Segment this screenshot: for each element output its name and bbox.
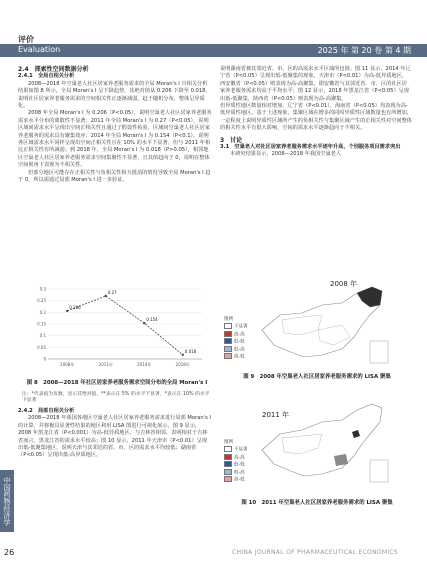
page-header [0,0,427,46]
data-label: 0.206 [69,304,81,310]
legend-swatch [224,331,232,337]
fig8-caption: 图 8 2008—2018 年社区居家养老服务需求空间分布的全局 Moran's I [26,380,208,386]
heading-2-4: 2.4 探索性空间数据分析 [18,66,89,73]
legend-label: 低-低 [234,339,245,345]
para-local-cont: 说明湖南省被其邻近省、市、区的高需求水平区域所包围；图 11 显示，2014 年辽宁省（P<0.05）呈现出低-低聚集的现象，天津市（P<0.01）为高-低异质地区，西安徽省（P<0.05）则表现为高-高聚集，即安徽省与其邻近省、市、区的社区居家养老服务需求均高于平均水平；图 12 显示，2018 年黑龙江省（P<0.05）呈现出低-低聚集，陕西省（P<0.05）则表现为高-高聚集。 [220,66,411,102]
fig10-caption: 图 10 2011 年空巢老人社区居家养老服务需求的 LISA 聚集 [241,500,393,506]
data-point [182,354,184,356]
legend-item [224,461,248,469]
legend-item [224,338,248,346]
x-tick-label: 2014年 [137,362,152,367]
legend-2008 [224,317,248,361]
legend-swatch [224,461,232,467]
legend-label: 高-低 [234,354,245,360]
china-map-2011 [222,390,410,490]
footer-journal-name: CHINA JOURNAL OF PHARMACEUTICAL ECONOMICS [232,549,399,556]
legend-swatch [224,338,232,344]
legend-label: 不显著 [234,324,248,330]
header-bar [0,44,427,57]
legend-item [224,353,248,361]
series-line [67,296,183,355]
heading-2-4-2: 2.4.2 局部自相关分析 [18,408,75,414]
legend-label: 高-低 [234,477,245,483]
legend-label: 低-高 [234,470,245,475]
legend-swatch [224,454,232,460]
legend-swatch [224,446,232,452]
para-global-3: 但部分地区可能存在正相关性与负相关性相互抵消的情况导致全局 Moran's I 趋于 0，所以需通过局部 Moran's I 进一步验证。 [18,169,211,184]
moran-line-chart [30,283,210,375]
legend-swatch [224,323,232,329]
lisa-map-2008 [222,275,410,367]
para-global-1: 2008—2018 年空巢老人社区居家养老服务需求的全局 Moran's I 自相关分析结果如图 8 所示。全局 Moran's I 呈下降趋势，其绝对值从 0.206 下降至 0.018，说明社区居家养老服务需求的空间相关性正逐渐减弱，趋于随机分布，整体呈异质化。 [18,80,211,110]
legend-item [224,331,248,339]
heading-2-4-1: 2.4.1 全局自相关分析 [18,73,75,80]
fig8-note: 注：*代表值为负数，显示其绝对值，**表示在 5% 的水平下显著，*表示在 10% 的水平下显著 [22,392,210,404]
y-tick-label: 0.2 [39,309,46,315]
legend-item [224,469,248,477]
legend-label: 不显著 [234,447,248,453]
y-tick-label: 0.15 [37,321,46,327]
heading-3-1: 3.1 空巢老人对社区居家养老服务需求水平逐年升高，个别服务项目需求突出 [220,144,401,151]
data-label: 0.018 [184,348,197,354]
legend-item [224,476,248,484]
lisa-map-2011 [222,390,410,490]
legend-title: 图例 [224,317,233,322]
right-column [220,66,412,159]
legend-swatch [224,476,232,482]
left-column-lower [18,408,212,460]
data-label: 0.27 [107,290,117,295]
heading-3: 3 讨论 [220,136,243,144]
y-tick-label: 0 [43,356,46,362]
y-tick-label: 0.05 [37,344,46,350]
region-hunan [334,454,348,466]
legend-title: 图例 [224,440,233,445]
para-global-2: 2008 年全局 Moran's I 为 0.206（P<0.05），说明空巢老人社区居家养老服务需求水平分布的离散性不显著；2011 年全局 Moran's I 为 0.27（P<0.05），说明区域间需求水平呈现出空间正相关性且通过了假设性检验，区域间空巢老人社区居家养老服务的需求具有聚集效应；2014 年全局 Moran's I 为 0.154（P<0.1），说明各区域需求水平同样呈现出空间正相关性且在 10% 的水平下显著，但与 2011 年相比正相关性有所减弱；到 2018 年，全局 Moran's I 为 0.018（P>0.05），相邻地区空巢老人社区居家养老服务需求空间集聚性不显著，且其值趋向于 0，说明在整体空间视角下表现为不相关性。 [18,110,212,169]
legend-item [224,454,248,462]
y-tick-label: 0.25 [37,298,46,304]
para-3-1: 本研究结果显示，2008—2018 年我国空巢老人 [230,151,342,158]
legend-list [224,323,248,361]
header-evaluation: Evaluation [18,45,61,54]
y-tick-label: 0.1 [39,333,46,339]
journal-spine: 中国药物经济学 [0,470,14,532]
map-year-2008: 2008 年 [330,280,358,288]
y-tick-label: 0.3 [39,286,46,292]
x-tick-label: 2011年 [98,362,113,367]
data-point [143,322,145,324]
legend-label: 高-高 [234,332,245,337]
section-label: 评价 [18,35,34,44]
legend-label: 低-低 [234,462,245,468]
legend-item [224,446,248,454]
header-issue: 2025 年 第 20 卷 第 4 期 [317,46,411,55]
legend-item [224,323,248,331]
left-column [18,66,212,185]
legend-swatch [224,346,232,352]
legend-swatch [224,353,232,359]
legend-label: 高-高 [234,455,245,460]
para-local: 2008—2018 年我国各地区空巢老人社区居家养老服务需求进行局部 Moran's I 的计算，并将极具显著性结果的地区利用 LISA 图进行可视化展示，图 9 显示，2008 年黑龙江省（P<0.001）为高-低异质地区，与吉林省相邻，表明相对于吉林省而言，黑龙江省的需求水平较高；图 10 显示，2011 年天津市（P<0.01）呈现出低-低聚集地区，说明天津与其邻近的省、市、区的需求水平均较低；湖南省（P<0.05）呈现出低-高异质地区， [18,415,211,459]
legend-swatch [224,469,232,475]
legend-item [224,346,248,354]
data-point [105,295,107,297]
data-label: 0.154 [146,317,158,323]
x-tick-label: 2018年 [175,362,190,367]
legend-list [224,446,248,484]
data-point [66,310,68,312]
legend-2011 [224,440,248,484]
x-tick-label: 2008年 [60,362,75,367]
para-local-cont-2: 但异质性地区数量相对增加，辽宁省（P<0.01）、海南省（P<0.05）均表现为高-低异质性地区。基于上述现象，集聚区域在增多的同时异质性区域数量也有所增加，一定程度上说明异质性区域所产生的负相关性与集聚区域产生的正相关性对空间整体的相关性水平有很大影响，空间的需求水平逐渐趋向于不相关。 [220,103,412,132]
fig9-caption: 图 9 2008 年空巢老人社区居家养老服务需求的 LISA 聚集 [243,374,391,380]
china-map-2008 [222,275,410,367]
map-year-2011: 2011 年 [262,411,290,419]
page-number: 26 [4,548,15,557]
legend-label: 低-高 [234,347,245,352]
